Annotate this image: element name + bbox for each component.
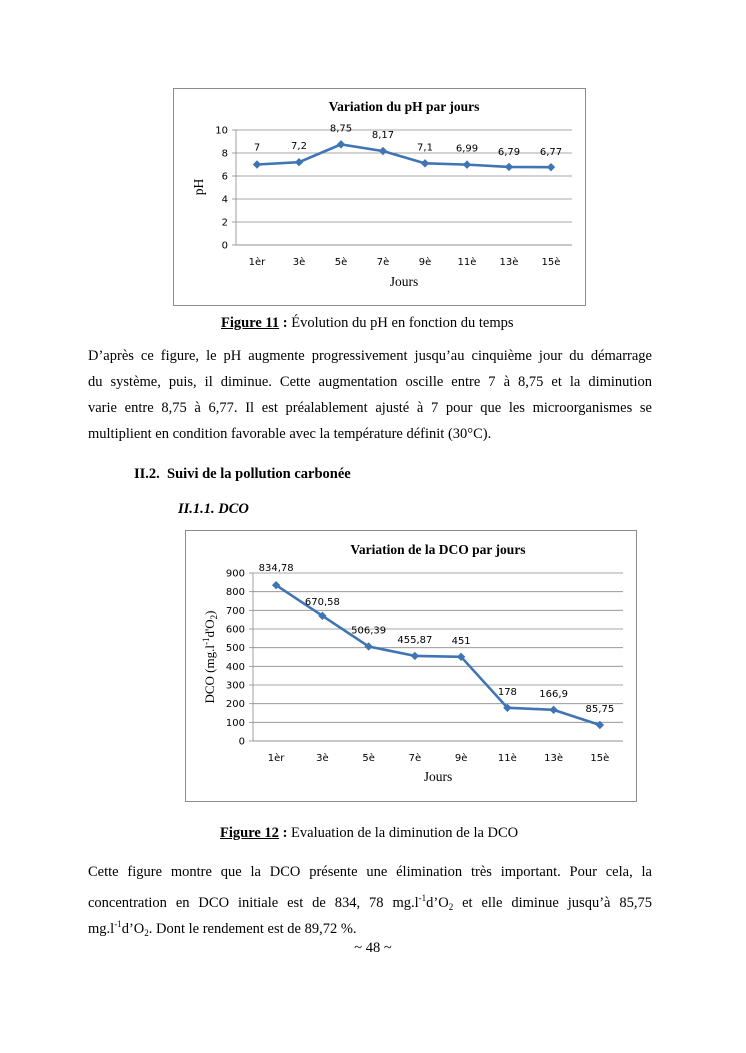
data-label: 455,87 bbox=[397, 634, 433, 646]
y-tick-label: 4 bbox=[221, 194, 228, 206]
subscript: 2 bbox=[448, 902, 454, 912]
x-tick-label: 7è bbox=[408, 753, 422, 764]
x-tick-label: 7è bbox=[376, 257, 390, 268]
paragraph-dco bbox=[88, 859, 652, 937]
superscript: -1 bbox=[114, 919, 122, 929]
y-tick-label: 800 bbox=[225, 587, 245, 599]
section-heading bbox=[134, 466, 351, 483]
x-tick-label: 1èr bbox=[248, 257, 266, 268]
paragraph-line: du système, puis, il diminue. Cette augmentation oscille entre 7 à 8,75 et la diminution bbox=[88, 374, 652, 390]
subscript: 2 bbox=[144, 928, 149, 938]
y-tick-label: 0 bbox=[221, 240, 228, 252]
x-tick-label: 3è bbox=[292, 257, 306, 268]
paragraph-line: multiplient en condition favorable avec la température définit (30°C). bbox=[88, 426, 492, 442]
x-tick-label: 5è bbox=[362, 753, 375, 764]
y-axis-title-text: DCO (mg.l bbox=[202, 645, 217, 704]
data-label: 6,77 bbox=[539, 147, 563, 159]
x-tick-label: 5è bbox=[334, 257, 348, 268]
text-run: d’O bbox=[426, 895, 449, 911]
data-point bbox=[379, 147, 387, 155]
data-point bbox=[547, 163, 555, 171]
y-tick-label: 8 bbox=[221, 148, 228, 160]
page-number: ~ 48 ~ bbox=[354, 940, 392, 956]
section-title: Suivi de la pollution carbonée bbox=[167, 466, 351, 482]
y-axis-title-text: d'O bbox=[202, 619, 217, 638]
y-tick-label: 600 bbox=[225, 624, 245, 636]
text-run: d’O bbox=[121, 921, 145, 937]
data-label: 7 bbox=[253, 142, 261, 154]
data-point bbox=[421, 159, 429, 167]
paragraph-line bbox=[88, 911, 652, 937]
paragraph-line bbox=[88, 885, 652, 911]
data-label: 7,2 bbox=[291, 141, 307, 153]
data-label: 451 bbox=[451, 635, 471, 647]
y-tick-label: 100 bbox=[225, 717, 245, 729]
y-axis-title-subscript: 2 bbox=[209, 614, 219, 620]
data-label: 6,79 bbox=[497, 146, 521, 158]
data-point bbox=[549, 706, 557, 714]
y-tick-label: 500 bbox=[225, 643, 245, 655]
figure-12-label: Figure 12 bbox=[220, 825, 279, 841]
text-run: et elle diminue jusqu’à 85,75 bbox=[453, 895, 652, 911]
dco-chart bbox=[185, 530, 637, 802]
data-label: 670,58 bbox=[304, 596, 340, 608]
figure-11-caption bbox=[221, 315, 514, 332]
figure-12-text: Evaluation de la diminution de la DCO bbox=[291, 825, 519, 841]
y-axis-title bbox=[201, 610, 219, 703]
x-tick-label: 11è bbox=[497, 753, 517, 764]
data-point bbox=[295, 158, 303, 166]
data-point bbox=[411, 652, 419, 660]
data-point bbox=[337, 140, 345, 148]
ph-chart-svg bbox=[174, 89, 585, 305]
x-tick-label: 13è bbox=[544, 753, 564, 764]
ph-chart bbox=[173, 88, 586, 306]
y-tick-label: 300 bbox=[225, 680, 245, 692]
x-tick-label: 15è bbox=[541, 257, 561, 268]
data-label: 834,78 bbox=[258, 563, 294, 575]
chart-title: Variation du pH par jours bbox=[328, 99, 480, 114]
superscript: -1 bbox=[418, 893, 427, 903]
paragraph-line: Cette figure montre que la DCO présente une élimination très important. Pour cela, la bbox=[88, 864, 652, 880]
data-label: 7,1 bbox=[417, 142, 433, 154]
y-tick-label: 400 bbox=[225, 661, 245, 673]
data-label: 8,75 bbox=[329, 123, 353, 135]
figure-12-caption bbox=[220, 825, 518, 842]
paragraph-line: varie entre 8,75 à 6,77. Il est préalablement ajusté à 7 pour que les microorganismes se bbox=[88, 400, 652, 416]
paragraph-line: D’après ce figure, le pH augmente progressivement jusqu’au cinquième jour du démarrage bbox=[88, 348, 652, 364]
paragraph-ph bbox=[88, 343, 652, 447]
data-label: 85,75 bbox=[585, 703, 615, 715]
y-tick-label: 700 bbox=[225, 605, 245, 617]
y-tick-label: 200 bbox=[225, 699, 245, 711]
text-run: concentration en DCO initiale est de 834, 78 mg.l bbox=[88, 895, 419, 911]
y-tick-label: 900 bbox=[225, 568, 245, 580]
data-label: 166,9 bbox=[539, 688, 568, 700]
x-tick-label: 9è bbox=[454, 753, 468, 764]
text-run: . Dont le rendement est de 89,72 %. bbox=[148, 921, 357, 937]
dco-chart-svg bbox=[186, 531, 636, 801]
x-tick-label: 15è bbox=[590, 753, 610, 764]
data-label: 6,99 bbox=[455, 143, 479, 155]
subsection-heading: II.1.1. DCO bbox=[178, 501, 249, 517]
y-tick-label: 10 bbox=[215, 125, 228, 137]
data-label: 506,39 bbox=[351, 625, 387, 637]
data-point bbox=[505, 163, 513, 171]
section-number: II.2. bbox=[134, 466, 160, 482]
y-axis-title-superscript: -1 bbox=[201, 637, 211, 646]
x-tick-label: 13è bbox=[499, 257, 519, 268]
figure-11-text: Évolution du pH en fonction du temps bbox=[291, 315, 514, 331]
text-run: mg.l bbox=[88, 921, 115, 937]
x-tick-label: 1èr bbox=[267, 753, 285, 764]
data-label: 178 bbox=[497, 686, 517, 698]
data-label: 8,17 bbox=[371, 130, 395, 142]
y-axis-title: pH bbox=[191, 178, 206, 196]
figure-11-label: Figure 11 bbox=[221, 315, 280, 331]
data-point bbox=[463, 160, 471, 168]
chart-title: Variation de la DCO par jours bbox=[350, 542, 526, 557]
y-axis-title-text: ) bbox=[202, 610, 217, 615]
x-axis-title: Jours bbox=[423, 769, 453, 784]
y-tick-label: 6 bbox=[221, 171, 228, 183]
data-point bbox=[253, 160, 261, 168]
x-axis-title: Jours bbox=[389, 274, 419, 289]
x-tick-label: 11è bbox=[457, 257, 477, 268]
figure-11-sep: : bbox=[279, 315, 292, 331]
x-tick-label: 3è bbox=[316, 753, 329, 764]
y-tick-label: 0 bbox=[238, 736, 245, 748]
figure-12-sep: : bbox=[278, 825, 292, 841]
x-tick-label: 9è bbox=[418, 257, 432, 268]
y-tick-label: 2 bbox=[221, 217, 228, 229]
